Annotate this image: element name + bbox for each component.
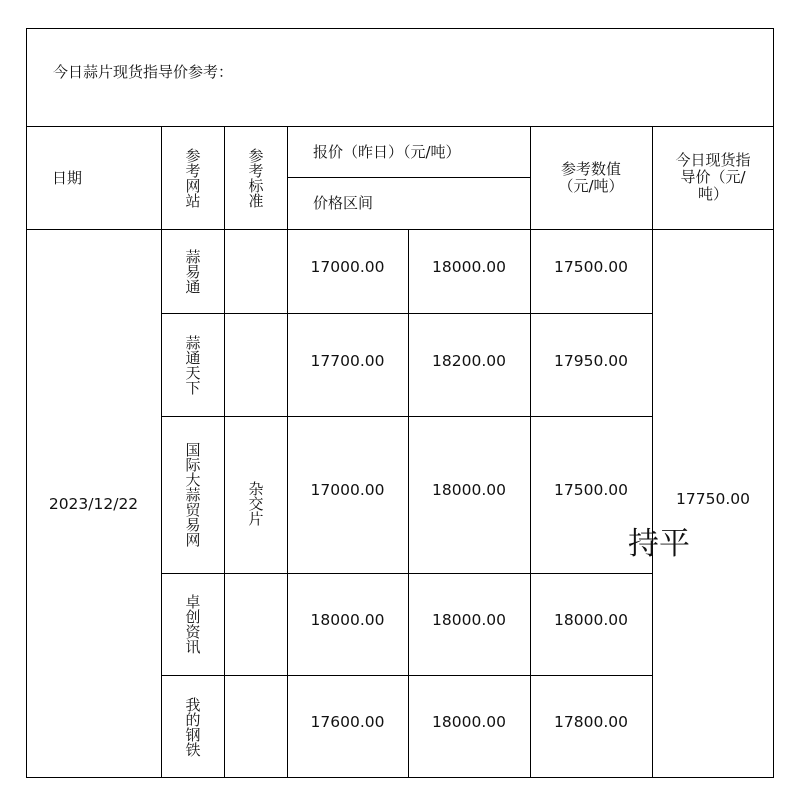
header-guide-price — [652, 126, 774, 229]
page-title: 今日蒜片现货指导价参考： — [53, 63, 234, 81]
price-high-cell: 18000.00 — [432, 258, 506, 276]
ref-value-cell: 17800.00 — [554, 713, 628, 731]
site-cell — [161, 416, 224, 573]
header-site-text: 参考网站 — [183, 147, 202, 208]
ref-value-cell: 17500.00 — [554, 258, 628, 276]
price-low-cell: 17000.00 — [310, 481, 385, 499]
standard-cell — [224, 229, 287, 778]
guide-price-cell: 17750.00 — [676, 490, 750, 508]
price-high-cell: 18000.00 — [432, 713, 506, 731]
site-name: 蒜易通 — [183, 248, 202, 294]
header-standard-text: 参考标准 — [246, 147, 265, 208]
trend-text: 持平 — [628, 526, 690, 562]
ref-value-cell: 17500.00 — [554, 481, 628, 499]
price-low-cell: 17000.00 — [310, 258, 385, 276]
price-low-cell: 18000.00 — [310, 611, 385, 629]
price-high-cell: 18200.00 — [432, 351, 506, 370]
site-name: 卓创资讯 — [183, 594, 202, 654]
price-low-cell: 17700.00 — [310, 351, 385, 370]
header-ref-value-text: 参考数值（元/吨） — [558, 159, 624, 195]
header-standard — [224, 126, 287, 229]
ref-value-cell: 17950.00 — [554, 351, 628, 370]
site-cell — [161, 573, 224, 675]
standard-text: 杂交片 — [246, 481, 265, 526]
header-range: 价格区间 — [313, 194, 374, 212]
site-cell — [161, 313, 224, 416]
ref-value-cell: 18000.00 — [554, 611, 628, 629]
header-guide-price-text: 今日现货指导价（元/吨） — [675, 151, 751, 203]
price-low-cell: 17600.00 — [310, 713, 385, 731]
header-quote: 报价（昨日）（元/吨） — [313, 142, 461, 161]
site-name: 我的钢铁 — [183, 696, 202, 757]
site-name: 国际大蒜贸易网 — [183, 442, 202, 547]
header-site — [161, 126, 224, 229]
site-name: 蒜通天下 — [183, 334, 202, 395]
price-high-cell: 18000.00 — [432, 481, 506, 499]
header-ref-value — [530, 126, 652, 229]
header-date: 日期 — [52, 168, 83, 187]
site-cell — [161, 675, 224, 778]
date-cell: 2023/12/22 — [48, 494, 139, 513]
price-high-cell: 18000.00 — [432, 611, 506, 629]
site-cell — [161, 229, 224, 313]
